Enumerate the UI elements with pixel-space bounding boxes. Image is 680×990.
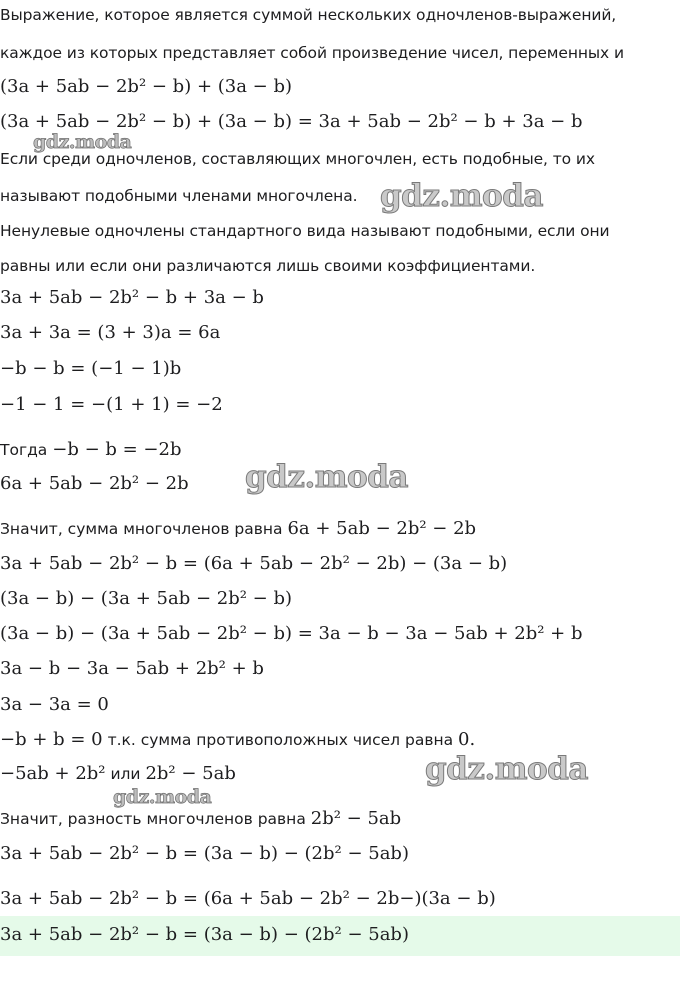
- text-line-similar-terms-2: называют подобными членами многочлена.: [0, 187, 358, 205]
- difference-form-or: или: [105, 765, 146, 783]
- math-line-cancel-a: 3a − 3a = 0: [0, 694, 109, 715]
- watermark-logo: gdz.moda: [113, 786, 212, 808]
- text-line-cancel-b: [0, 729, 475, 750]
- text-line-similar-monomials-2: равны или если они различаются лишь своими коэффициентами.: [0, 257, 536, 275]
- cancel-b-label: т.к. сумма противоположных чисел равна: [102, 731, 459, 749]
- sum-conclusion-label: Значит, сумма многочленов равна: [0, 520, 288, 538]
- text-line-similar-terms-1: Если среди одночленов, составляющих многочлен, есть подобные, то их: [0, 150, 595, 168]
- text-line-difference-conclusion: [0, 808, 401, 829]
- text-line-difference-forms: [0, 763, 236, 784]
- cancel-b-zero: 0.: [458, 729, 476, 750]
- difference-conclusion-math: 2b² − 5ab: [310, 808, 402, 829]
- math-line-sum-result: 6a + 5ab − 2b² − 2b: [0, 473, 189, 494]
- math-line-coefficient: −1 − 1 = −(1 + 1) = −2: [0, 394, 223, 415]
- highlighted-answer: 3a + 5ab − 2b² − b = (3a − b) − (2b² − 5ab): [0, 924, 409, 945]
- text-line-similar-monomials-1: Ненулевые одночлены стандартного вида называют подобными, если они: [0, 222, 610, 240]
- watermark-logo: gdz.moda: [245, 459, 408, 495]
- definition-line-2: каждое из которых представляет собой произведение чисел, переменных и: [0, 44, 624, 62]
- math-line-answer-1: 3a + 5ab − 2b² − b = (3a − b) − (2b² − 5ab): [0, 843, 409, 864]
- watermark-logo: gdz.moda: [33, 131, 132, 153]
- math-line-expanded-sum: 3a + 5ab − 2b² − b + 3a − b: [0, 287, 264, 308]
- highlighted-answer-row: [0, 916, 680, 956]
- cancel-b-math: −b + b = 0: [0, 729, 103, 750]
- difference-form-2: 2b² − 5ab: [145, 763, 236, 784]
- sum-conclusion-math: 6a + 5ab − 2b² − 2b: [287, 518, 477, 539]
- difference-conclusion-label: Значит, разность многочленов равна: [0, 810, 311, 828]
- math-line-difference-open: (3a − b) − (3a + 5ab − 2b² − b) = 3a − b − 3a − 5ab + 2b² + b: [0, 623, 583, 644]
- math-line-difference-expression: (3a − b) − (3a + 5ab − 2b² − b): [0, 588, 293, 609]
- then-math: −b − b = −2b: [52, 439, 182, 460]
- math-line-difference-expanded: 3a − b − 3a − 5ab + 2b² + b: [0, 658, 264, 679]
- watermark-logo: gdz.moda: [380, 178, 543, 214]
- difference-form-1: −5ab + 2b²: [0, 763, 106, 784]
- math-line-sum-expression: (3a + 5ab − 2b² − b) + (3a − b): [0, 76, 293, 97]
- math-line-answer-2: 3a + 5ab − 2b² − b = (6a + 5ab − 2b² − 2b−)(3a − b): [0, 888, 496, 909]
- math-line-open-brackets: (3a + 5ab − 2b² − b) + (3a − b) = 3a + 5ab − 2b² − b + 3a − b: [0, 111, 583, 132]
- math-line-combine-a: 3a + 3a = (3 + 3)a = 6a: [0, 322, 221, 343]
- watermark-logo: gdz.moda: [425, 751, 588, 787]
- math-line-combine-b: −b − b = (−1 − 1)b: [0, 358, 182, 379]
- then-label: Тогда: [0, 441, 53, 459]
- text-line-sum-conclusion: [0, 518, 476, 539]
- definition-line-1: Выражение, которое является суммой нескольких одночленов-выражений,: [0, 6, 617, 24]
- text-line-then: [0, 439, 181, 460]
- math-line-sum-check: 3a + 5ab − 2b² − b = (6a + 5ab − 2b² − 2b) − (3a − b): [0, 553, 508, 574]
